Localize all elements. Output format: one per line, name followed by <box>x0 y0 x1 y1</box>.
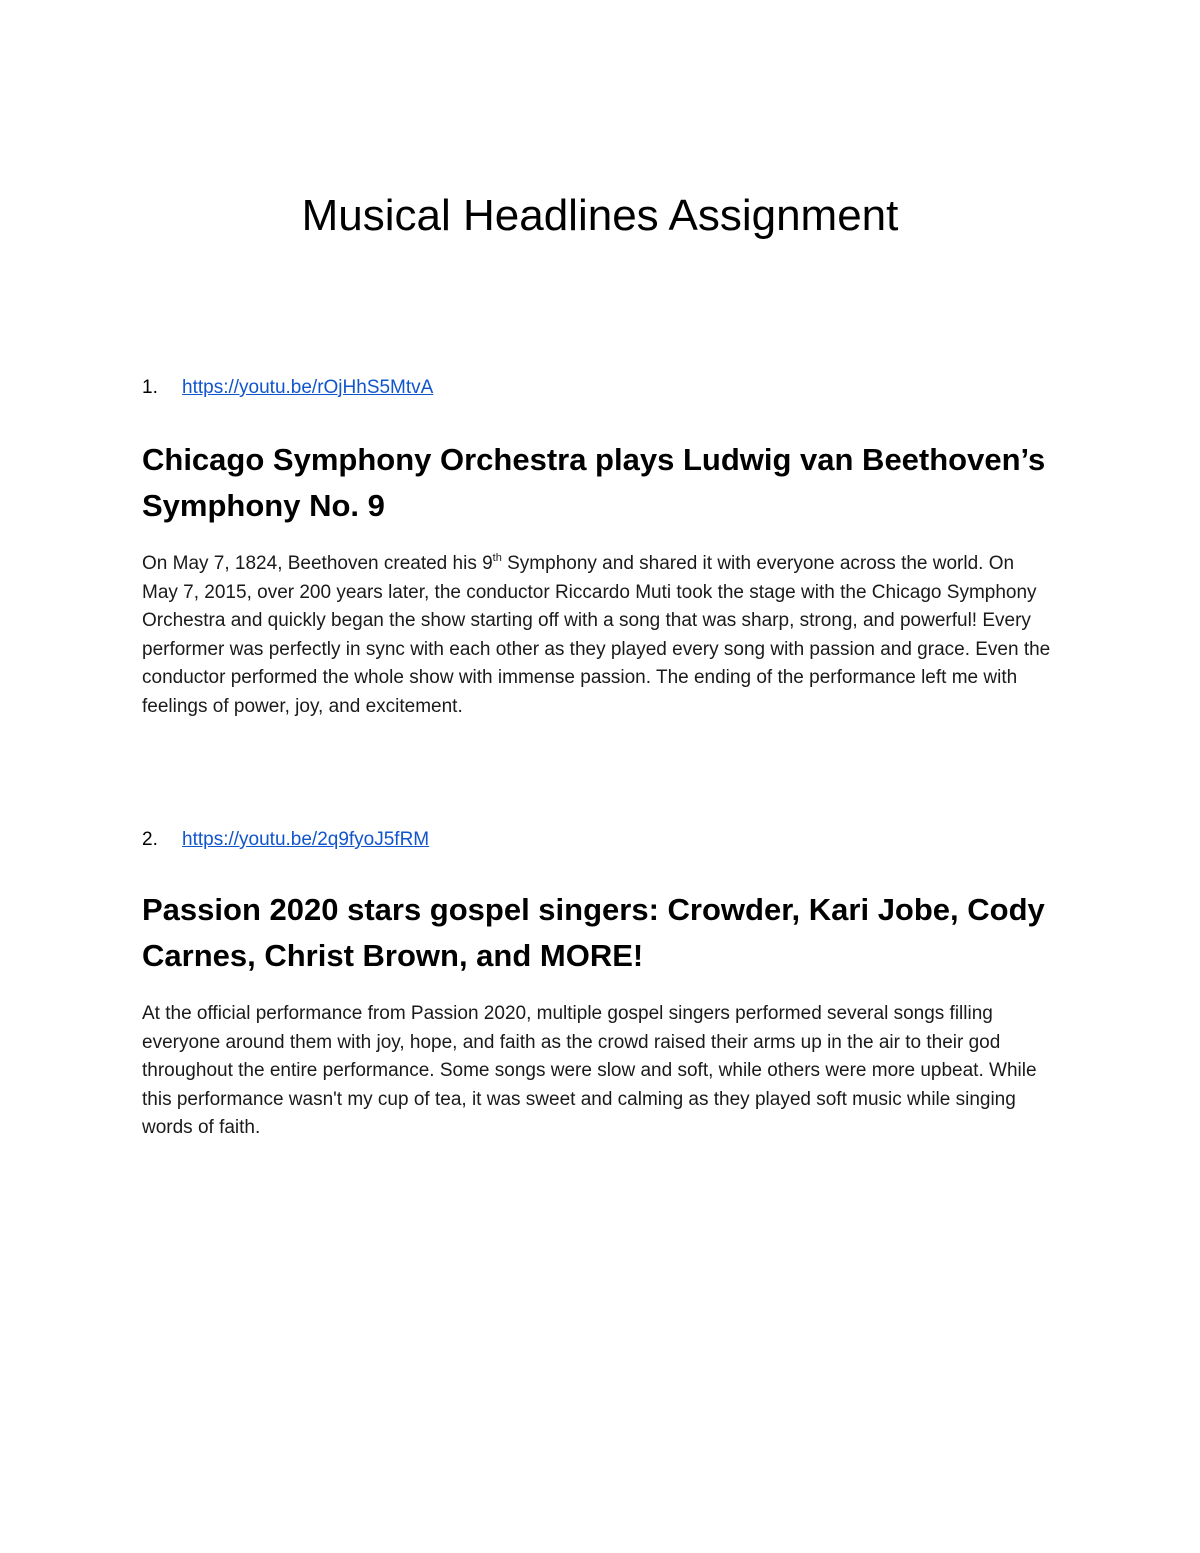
list-item-2 <box>142 828 429 852</box>
body-text-rest: Symphony and shared it with everyone across the world. On May 7, 2015, over 200 years later, the conductor Riccardo Muti took the stage with the Chicago Symphony Orchestra and quickly began the show starting off with a song that was sharp, strong, and powerful! Every performer was perfectly in sync with each other as they played every song with passion and grace. Even the conductor performed the whole show with immense passion. The ending of the performance left me with feelings of power, joy, and excitement. <box>142 553 1051 717</box>
list-item-1 <box>142 376 433 400</box>
section-heading-1: Chicago Symphony Orchestra plays Ludwig van Beethoven’s Symphony No. 9 <box>142 442 1046 523</box>
list-number: 2. <box>142 829 158 850</box>
section-heading-2: Passion 2020 stars gospel singers: Crowder, Kari Jobe, Cody Carnes, Christ Brown, and MORE! <box>142 892 1045 973</box>
youtube-link-2[interactable]: https://youtu.be/2q9fyoJ5fRM <box>182 829 430 850</box>
ordinal-superscript: th <box>492 552 502 564</box>
youtube-link-1[interactable]: https://youtu.be/rOjHhS5MtvA <box>182 377 434 398</box>
body-text-start: On May 7, 1824, Beethoven created his 9 <box>142 553 493 574</box>
section-body-1 <box>142 550 1052 721</box>
document-title: Musical Headlines Assignment <box>301 191 899 240</box>
list-number: 1. <box>142 377 158 398</box>
section-body-2: At the official performance from Passion 2020, multiple gospel singers performed several songs filling everyone around them with joy, hope, and faith as the crowd raised their arms up in the air to their god throughout the entire performance. Some songs were slow and soft, while others were more upbeat. While this performance wasn't my cup of tea, it was sweet and calming as they played soft music while singing words of faith. <box>142 1003 1037 1138</box>
